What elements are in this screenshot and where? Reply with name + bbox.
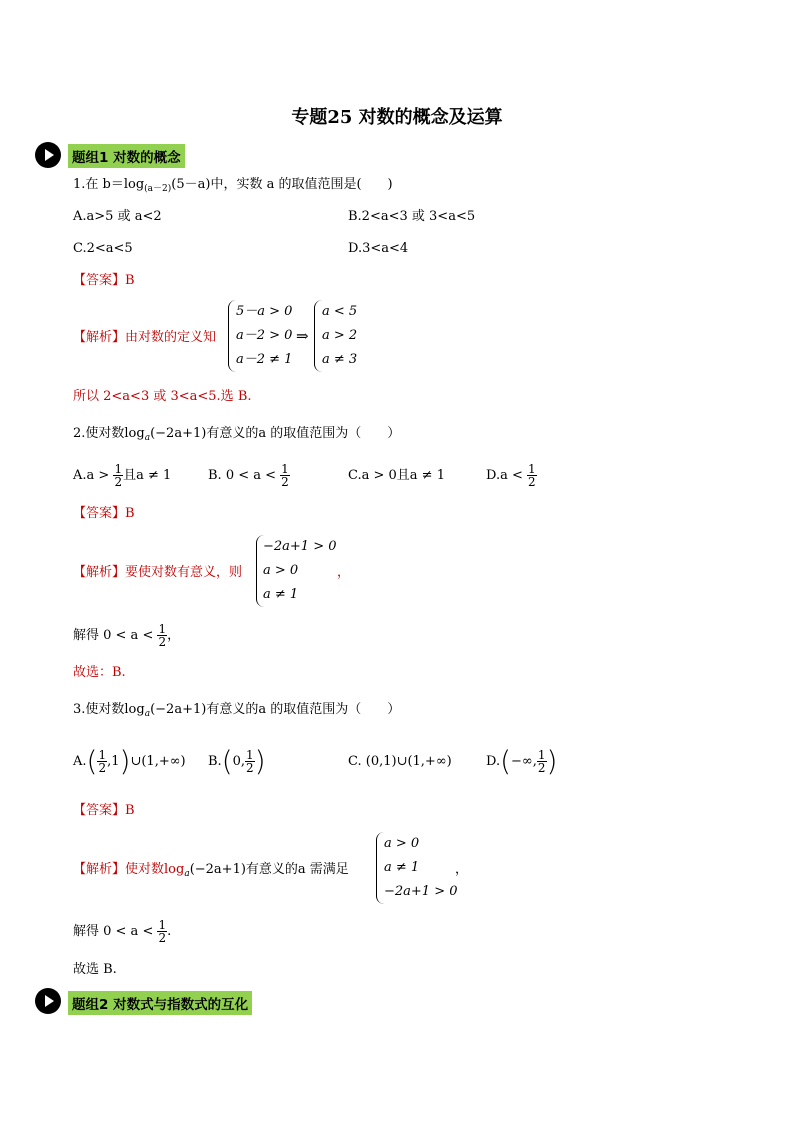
q1-answer: 【答案】B: [73, 273, 135, 288]
q2-stem-post: (−2a+1)有意义的a 的取值范围为（ ）: [150, 426, 401, 441]
q1-sys-left-1: 5－a > 0: [236, 304, 293, 319]
q1-option-b: B.2<a<3 或 3<a<5: [348, 209, 476, 224]
q2-stem: [73, 425, 400, 447]
fraction-denominator: 2: [158, 635, 167, 649]
q3-analysis-post: (−2a+1)有意义的a 需满足: [189, 862, 349, 877]
section-2-label: 题组2 对数式与指数式的互化: [68, 991, 252, 1015]
q2-solve-post: ，: [167, 628, 181, 643]
q2-opt-b-fraction: [280, 463, 290, 488]
q2-option-a: [73, 458, 171, 494]
fraction-numerator: 1: [528, 462, 536, 476]
q3-solve-fraction: [157, 919, 167, 944]
q1-stem-pre: 1.在 b＝log: [73, 177, 145, 192]
q3-analysis-sub: a: [184, 869, 190, 879]
q3-option-c: C. (0,1)∪(1,+∞): [348, 754, 452, 769]
q3-analysis-label: 【解析】使对数log: [73, 862, 185, 877]
q3-sys-3: −2a+1 > 0: [384, 884, 458, 899]
fraction-denominator: 2: [246, 761, 254, 775]
q3-opt-a-open-paren: (: [86, 744, 98, 778]
q1-sys-left-2: a－2 > 0: [236, 328, 293, 343]
q2-analysis-label: 【解析】要使对数有意义，则: [73, 565, 243, 580]
q1-option-c: C.2<a<5: [73, 241, 133, 256]
q1-system-left: [236, 300, 292, 372]
q3-sys-2: a ≠ 1: [384, 860, 420, 875]
q3-option-d: [486, 744, 557, 780]
fraction-numerator: 1: [281, 462, 289, 476]
fraction-denominator: 2: [98, 761, 107, 775]
play-arrow-icon: [35, 142, 61, 168]
q2-option-b: [208, 458, 290, 494]
q3-opt-d-mid: −∞,: [511, 754, 537, 769]
q3-opt-a-pre: A.: [73, 754, 87, 769]
fraction-numerator: 1: [537, 748, 546, 762]
fraction-numerator: 1: [98, 748, 107, 762]
q3-option-a: [73, 744, 186, 780]
q2-answer: 【答案】B: [73, 506, 135, 521]
q2-solve: [73, 618, 180, 654]
q3-solve: [73, 914, 171, 950]
q2-option-d: [486, 458, 537, 494]
q1-stem: [73, 176, 393, 198]
q3-opt-a-close-paren: ): [119, 744, 131, 778]
q2-system-comma: ，: [337, 565, 351, 580]
q3-conclusion: 故选 B.: [73, 962, 117, 977]
q1-analysis-label: 【解析】由对数的定义知: [73, 330, 217, 345]
fraction-denominator: 2: [528, 475, 536, 489]
fraction-denominator: 2: [114, 475, 123, 489]
q3-solve-pre: 解得 0 < a <: [73, 924, 158, 939]
q1-conclusion: 所以 2<a<3 或 3<a<5.选 B.: [73, 389, 252, 404]
q1-stem-post: (5－a)中，实数 a 的取值范围是( ): [171, 177, 393, 192]
q2-solve-fraction: [157, 623, 167, 648]
q3-sys-1: a > 0: [384, 836, 420, 851]
q3-opt-b-pre: B.: [208, 754, 222, 769]
q2-stem-pre: 2.使对数log: [73, 426, 145, 441]
q3-opt-b-close-paren: ): [254, 744, 266, 778]
q3-opt-b-open-paren: (: [221, 744, 233, 778]
q2-sys-1: −2a+1 > 0: [263, 539, 337, 554]
q2-conclusion: 故选：B.: [73, 665, 126, 680]
fraction-numerator: 1: [158, 622, 167, 636]
q3-answer: 【答案】B: [73, 803, 135, 818]
fraction-denominator: 2: [537, 761, 546, 775]
q2-option-c: C.a > 0且a ≠ 1: [348, 468, 445, 483]
q2-sys-3: a ≠ 1: [263, 587, 299, 602]
q2-stem-sub: a: [144, 433, 151, 443]
q3-stem-pre: 3.使对数log: [73, 702, 145, 717]
q3-opt-a-fraction: [97, 749, 107, 774]
q1-sys-right-1: a < 5: [322, 304, 358, 319]
q2-sys-2: a > 0: [263, 563, 299, 578]
fraction-numerator: 1: [114, 462, 123, 476]
q2-opt-a-pre: A.a >: [73, 468, 114, 483]
play-arrow-icon: [35, 988, 61, 1014]
q1-stem-sub: (a－2): [144, 184, 172, 194]
q1-option-a: A.a>5 或 a<2: [73, 209, 162, 224]
q3-opt-b-fraction: [245, 749, 255, 774]
q3-opt-d-open-paren: (: [500, 744, 512, 778]
q1-option-d: D.3<a<4: [348, 241, 409, 256]
q1-system-right: [322, 300, 357, 372]
q3-opt-d-close-paren: ): [546, 744, 558, 778]
q3-solve-post: .: [167, 924, 172, 939]
q3-analysis: [73, 861, 349, 883]
q3-opt-a-mid: ,1: [107, 754, 120, 769]
q3-opt-d-fraction: [537, 749, 547, 774]
q1-sys-right-3: a ≠ 3: [322, 352, 358, 367]
fraction-numerator: 1: [246, 748, 254, 762]
section-1-label: 题组1 对数的概念: [68, 144, 185, 168]
q3-system-comma: ，: [455, 862, 469, 877]
fraction-numerator: 1: [158, 918, 167, 932]
q2-opt-a-fraction: [113, 463, 123, 488]
q2-opt-a-post: 且a ≠ 1: [123, 468, 172, 483]
q2-opt-b-pre: B. 0 < a <: [208, 468, 281, 483]
q3-system: [384, 832, 458, 904]
q3-stem-post: (−2a+1)有意义的a 的取值范围为（ ）: [150, 702, 401, 717]
q3-stem-sub: a: [144, 709, 151, 719]
q3-opt-d-pre: D.: [486, 754, 501, 769]
q2-system: [263, 535, 337, 607]
fraction-denominator: 2: [281, 475, 289, 489]
q1-implies-arrow: ⇒: [296, 327, 309, 345]
q1-sys-left-3: a－2 ≠ 1: [236, 352, 293, 367]
q1-sys-right-2: a > 2: [322, 328, 358, 343]
page-title: 专题25 对数的概念及运算: [291, 107, 503, 128]
q3-opt-a-post: ∪(1,+∞): [130, 754, 186, 769]
q2-solve-pre: 解得 0 < a <: [73, 628, 158, 643]
q3-option-b: [208, 744, 266, 780]
q2-opt-d-fraction: [527, 463, 537, 488]
fraction-denominator: 2: [158, 931, 167, 945]
q3-opt-b-mid: 0,: [232, 754, 246, 769]
q3-stem: [73, 701, 400, 723]
q2-opt-d-pre: D.a <: [486, 468, 527, 483]
